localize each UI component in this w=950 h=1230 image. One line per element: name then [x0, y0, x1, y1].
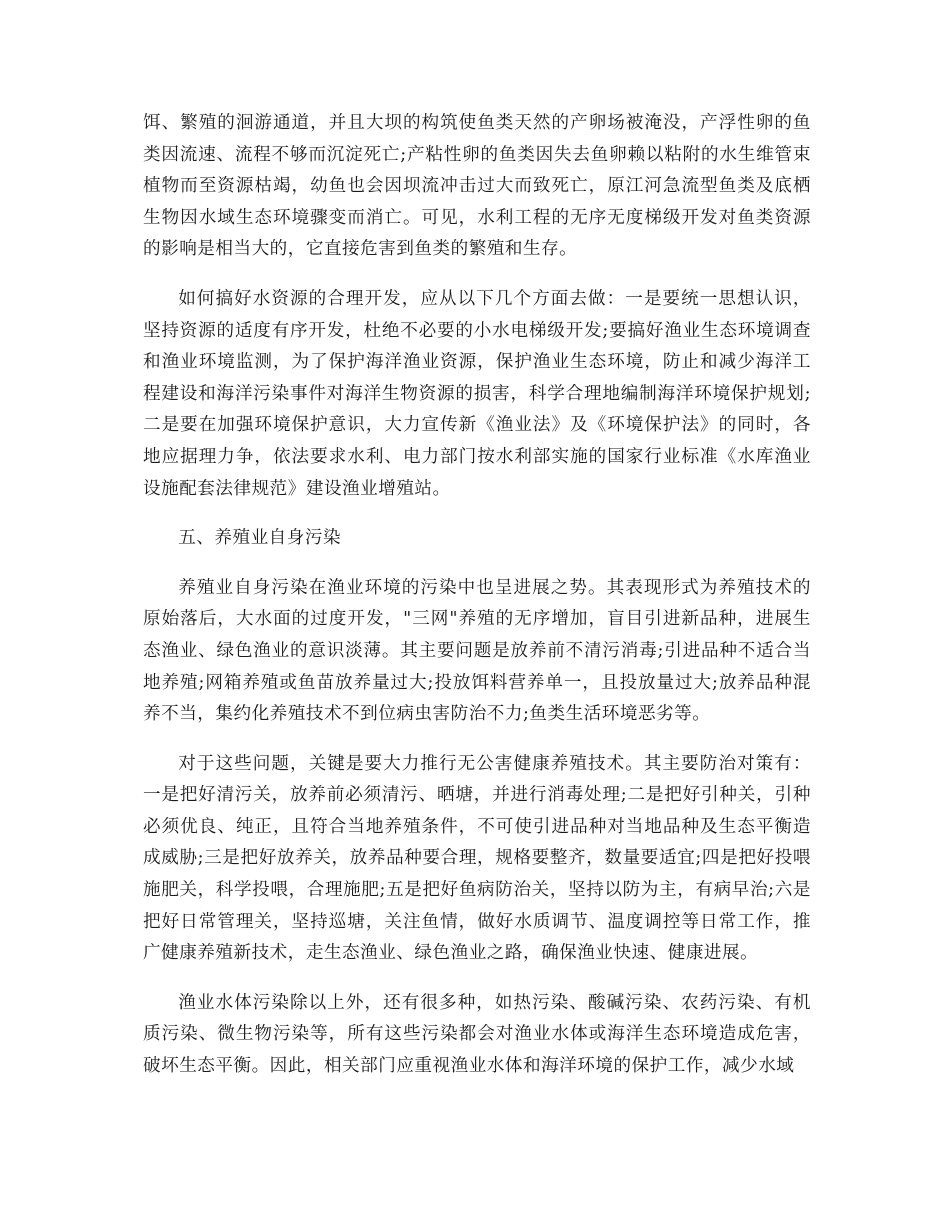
paragraph-water-resource-development: 如何搞好水资源的合理开发，应从以下几个方面去做：一是要统一思想认识，坚持资源的适度有序开发，杜绝不必要的小水电梯级开发;要搞好渔业生态环境调查和渔业环境监测，为了保护海洋渔业资源，保护渔业生态环境，防止和减少海洋工程建设和海洋污染事件对海洋生物资源的损害，科学合理地编制海洋环境保护规划;二是要在加强环境保护意识，大力宣传新《渔业法》及《环境保护法》的同时，各地应据理力争，依法要求水利、电力部门按水利部实施的国家行业标准《水库渔业设施配套法律规范》建设渔业增殖站。 — [143, 288, 811, 499]
paragraph-dam-impact: 饵、繁殖的洄游通道，并且大坝的构筑使鱼类天然的产卵场被淹没，产浮性卵的鱼类因流速、流程不够而沉淀死亡;产粘性卵的鱼类因失去鱼卵赖以粘附的水生维管束植物而至资源枯竭，幼鱼也会因坝流冲击过大而致死亡，原江河急流型鱼类及底栖生物因水域生态环境骤变而消亡。可见，水利工程的无序无度梯级开发对鱼类资源的影响是相当大的，它直接危害到鱼类的繁殖和生存。 — [143, 113, 811, 260]
paragraph-gap — [143, 731, 811, 749]
paragraph-other-pollution: 渔业水体污染除以上外，还有很多种，如热污染、酸碱污染、农药污染、有机质污染、微生物污染等，所有这些污染都会对渔业水体或海洋生态环境造成危害，破坏生态平衡。因此，相关部门应重视渔业水体和海洋环境的保护工作，减少水域 — [143, 992, 811, 1077]
paragraph-gap — [143, 970, 811, 988]
paragraph-gap — [143, 505, 811, 523]
paragraph-gap — [143, 555, 811, 573]
document-body — [143, 108, 811, 1083]
paragraph-gap — [143, 266, 811, 284]
section-heading-aquaculture-pollution: 五、养殖业自身污染 — [178, 528, 342, 549]
paragraph-aquaculture-pollution: 养殖业自身污染在渔业环境的污染中也呈进展之势。其表现形式为养殖技术的原始落后，大水面的过度开发，"三网"养殖的无序增加，盲目引进新品种，进展生态渔业、绿色渔业的意识淡薄。其主要问题是放养前不清污消毒;引进品种不适合当地养殖;网箱养殖或鱼苗放养量过大;投放饵料营养单一，且投放量过大;放养品种混养不当，集约化养殖技术不到位病虫害防治不力;鱼类生活环境恶劣等。 — [143, 577, 811, 725]
paragraph-countermeasures: 对于这些问题，关键是要大力推行无公害健康养殖技术。其主要防治对策有：一是把好清污关，放养前必须清污、晒塘，并进行消毒处理;二是把好引种关，引种必须优良、纯正，且符合当地养殖条件，不可使引进品种对当地品种及生态平衡造成威胁;三是把好放养关，放养品种要合理，规格要整齐，数量要适宜;四是把好投喂施肥关，科学投喂，合理施肥;五是把好鱼病防治关，坚持以防为主，有病早治;六是把好日常管理关，坚持巡塘，关注鱼情，做好水质调节、温度调控等日常工作，推广健康养殖新技术，走生态渔业、绿色渔业之路，确保渔业快速、健康进展。 — [143, 753, 811, 964]
